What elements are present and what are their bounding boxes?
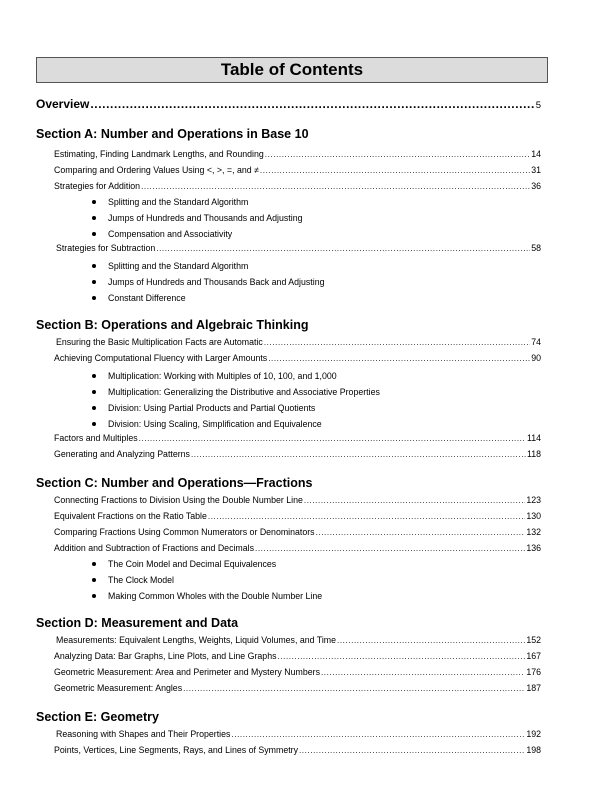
dot-leader — [90, 97, 534, 111]
bullet-icon — [92, 562, 96, 566]
bullet-icon — [92, 422, 96, 426]
toc-bullet-item — [0, 590, 612, 601]
toc-title-box — [36, 57, 548, 83]
toc-entry[interactable] — [54, 683, 541, 693]
dot-leader — [316, 528, 526, 537]
toc-entry-text: Estimating, Finding Landmark Lengths, and Rounding — [54, 149, 264, 159]
toc-entry-page: 36 — [531, 181, 541, 191]
bullet-icon — [92, 578, 96, 582]
toc-bullet-item — [0, 370, 612, 381]
section-heading-b: Section B: Operations and Algebraic Thinking — [36, 318, 309, 332]
toc-bullet-text: Jumps of Hundreds and Thousands Back and Adjusting — [108, 276, 325, 287]
dot-leader — [260, 166, 530, 175]
bullet-icon — [92, 200, 96, 204]
toc-bullet-text: Jumps of Hundreds and Thousands and Adjusting — [108, 212, 303, 223]
bullet-icon — [92, 296, 96, 300]
toc-entry-text: Points, Vertices, Line Segments, Rays, and Lines of Symmetry — [54, 745, 298, 755]
toc-bullet-item — [0, 292, 612, 303]
toc-entry[interactable] — [54, 527, 541, 537]
dot-leader — [337, 636, 525, 645]
bullet-icon — [92, 406, 96, 410]
toc-entry[interactable] — [54, 543, 541, 553]
toc-entry-text: Analyzing Data: Bar Graphs, Line Plots, and Line Graphs — [54, 651, 277, 661]
dot-leader — [255, 544, 525, 553]
dot-leader — [304, 496, 525, 505]
toc-entry-text: Geometric Measurement: Angles — [54, 683, 183, 693]
toc-entry[interactable] — [56, 243, 541, 253]
toc-entry-page: 167 — [526, 651, 541, 661]
toc-entry[interactable] — [54, 449, 541, 459]
toc-entry-page: 152 — [526, 635, 541, 645]
toc-bullet-item — [0, 402, 612, 413]
toc-entry-page: 130 — [526, 511, 541, 521]
dot-leader — [278, 652, 526, 661]
dot-leader — [231, 730, 525, 739]
toc-entry-text: Generating and Analyzing Patterns — [54, 449, 190, 459]
section-heading-c: Section C: Number and Operations—Fractions — [36, 476, 313, 490]
toc-bullet-text: Division: Using Scaling, Simplification and Equivalence — [108, 418, 322, 429]
toc-entry-text: Achieving Computational Fluency with Larger Amounts — [54, 353, 268, 363]
toc-entry-text: Strategies for Addition — [54, 181, 141, 191]
toc-bullet-text: The Clock Model — [108, 574, 175, 585]
toc-entry[interactable] — [56, 635, 541, 645]
toc-bullet-text: Constant Difference — [108, 292, 186, 303]
toc-bullet-text: Compensation and Associativity — [108, 228, 233, 239]
toc-entry[interactable] — [54, 181, 541, 191]
dot-leader — [139, 434, 526, 443]
toc-entry-text: Addition and Subtraction of Fractions and Decimals — [54, 543, 254, 553]
toc-bullet-item — [0, 574, 612, 585]
toc-bullet-item — [0, 212, 612, 223]
toc-entry[interactable] — [54, 745, 541, 755]
toc-bullet-text: Division: Using Partial Products and Partial Quotients — [108, 402, 316, 413]
toc-bullet-text: Splitting and the Standard Algorithm — [108, 260, 249, 271]
toc-bullet-text: Making Common Wholes with the Double Number Line — [108, 590, 323, 601]
bullet-icon — [92, 280, 96, 284]
bullet-icon — [92, 594, 96, 598]
toc-entry-text: Comparing and Ordering Values Using <, >, =, and ≠ — [54, 165, 259, 175]
dot-leader — [321, 668, 525, 677]
dot-leader — [299, 746, 525, 755]
toc-entry-text: Comparing Fractions Using Common Numerators or Denominators — [54, 527, 315, 537]
toc-entry-page: 114 — [526, 433, 541, 443]
bullet-icon — [92, 390, 96, 394]
dot-leader — [208, 512, 525, 521]
dot-leader — [183, 684, 525, 693]
toc-entry[interactable] — [54, 165, 541, 175]
toc-entry-text: Connecting Fractions to Division Using the Double Number Line — [54, 495, 303, 505]
toc-entry-text: Reasoning with Shapes and Their Properties — [56, 729, 231, 739]
toc-entry-text: Measurements: Equivalent Lengths, Weights, Liquid Volumes, and Time — [56, 635, 337, 645]
dot-leader — [265, 150, 530, 159]
bullet-icon — [92, 232, 96, 236]
toc-entry-page: 132 — [526, 527, 541, 537]
section-heading-a: Section A: Number and Operations in Base 10 — [36, 127, 309, 141]
toc-bullet-text: Multiplication: Working with Multiples of 10, 100, and 1,000 — [108, 370, 337, 381]
toc-entry[interactable] — [54, 651, 541, 661]
toc-bullet-item — [0, 260, 612, 271]
section-heading-e: Section E: Geometry — [36, 710, 159, 724]
toc-bullet-item — [0, 418, 612, 429]
toc-entry-page: 176 — [526, 667, 541, 677]
toc-entry-page: 123 — [526, 495, 541, 505]
toc-entry[interactable] — [54, 149, 541, 159]
dot-leader — [264, 338, 530, 347]
toc-entry[interactable] — [56, 729, 541, 739]
toc-bullet-text: The Coin Model and Decimal Equivalences — [108, 558, 277, 569]
bullet-icon — [92, 264, 96, 268]
dot-leader — [268, 354, 530, 363]
page-title: Table of Contents — [220, 60, 364, 79]
dot-leader — [156, 244, 530, 253]
toc-entry-page: 58 — [531, 243, 541, 253]
toc-entry[interactable] — [54, 667, 541, 677]
toc-entry-page: 192 — [526, 729, 541, 739]
dot-leader — [141, 182, 530, 191]
toc-entry[interactable] — [56, 337, 541, 347]
toc-entry-text: Ensuring the Basic Multiplication Facts are Automatic — [56, 337, 263, 347]
bullet-icon — [92, 216, 96, 220]
toc-overview-label: Overview — [36, 97, 90, 111]
toc-bullet-item — [0, 196, 612, 207]
toc-entry-text: Strategies for Subtraction — [56, 243, 156, 253]
toc-entry-page: 90 — [531, 353, 541, 363]
toc-bullet-text: Multiplication: Generalizing the Distributive and Associative Properties — [108, 386, 380, 397]
toc-entry-text: Equivalent Fractions on the Ratio Table — [54, 511, 207, 521]
toc-entry-page: 31 — [531, 165, 541, 175]
toc-entry[interactable] — [54, 353, 541, 363]
toc-bullet-item — [0, 558, 612, 569]
toc-entry-text: Geometric Measurement: Area and Perimeter and Mystery Numbers — [54, 667, 320, 677]
toc-entry[interactable] — [54, 511, 541, 521]
dot-leader — [191, 450, 526, 459]
bullet-icon — [92, 374, 96, 378]
toc-bullet-item — [0, 276, 612, 287]
toc-entry-page: 136 — [526, 543, 541, 553]
toc-overview-row[interactable] — [36, 97, 541, 111]
section-heading-d: Section D: Measurement and Data — [36, 616, 239, 630]
toc-entry-page: 187 — [526, 683, 541, 693]
toc-entry[interactable] — [54, 495, 541, 505]
toc-entry[interactable] — [54, 433, 541, 443]
toc-bullet-item — [0, 386, 612, 397]
toc-bullet-item — [0, 228, 612, 239]
toc-bullet-text: Splitting and the Standard Algorithm — [108, 196, 249, 207]
toc-overview-page: 5 — [535, 100, 541, 111]
toc-entry-page: 198 — [526, 745, 541, 755]
toc-entry-text: Factors and Multiples — [54, 433, 138, 443]
toc-entry-page: 118 — [526, 449, 541, 459]
toc-entry-page: 14 — [531, 149, 541, 159]
toc-entry-page: 74 — [531, 337, 541, 347]
